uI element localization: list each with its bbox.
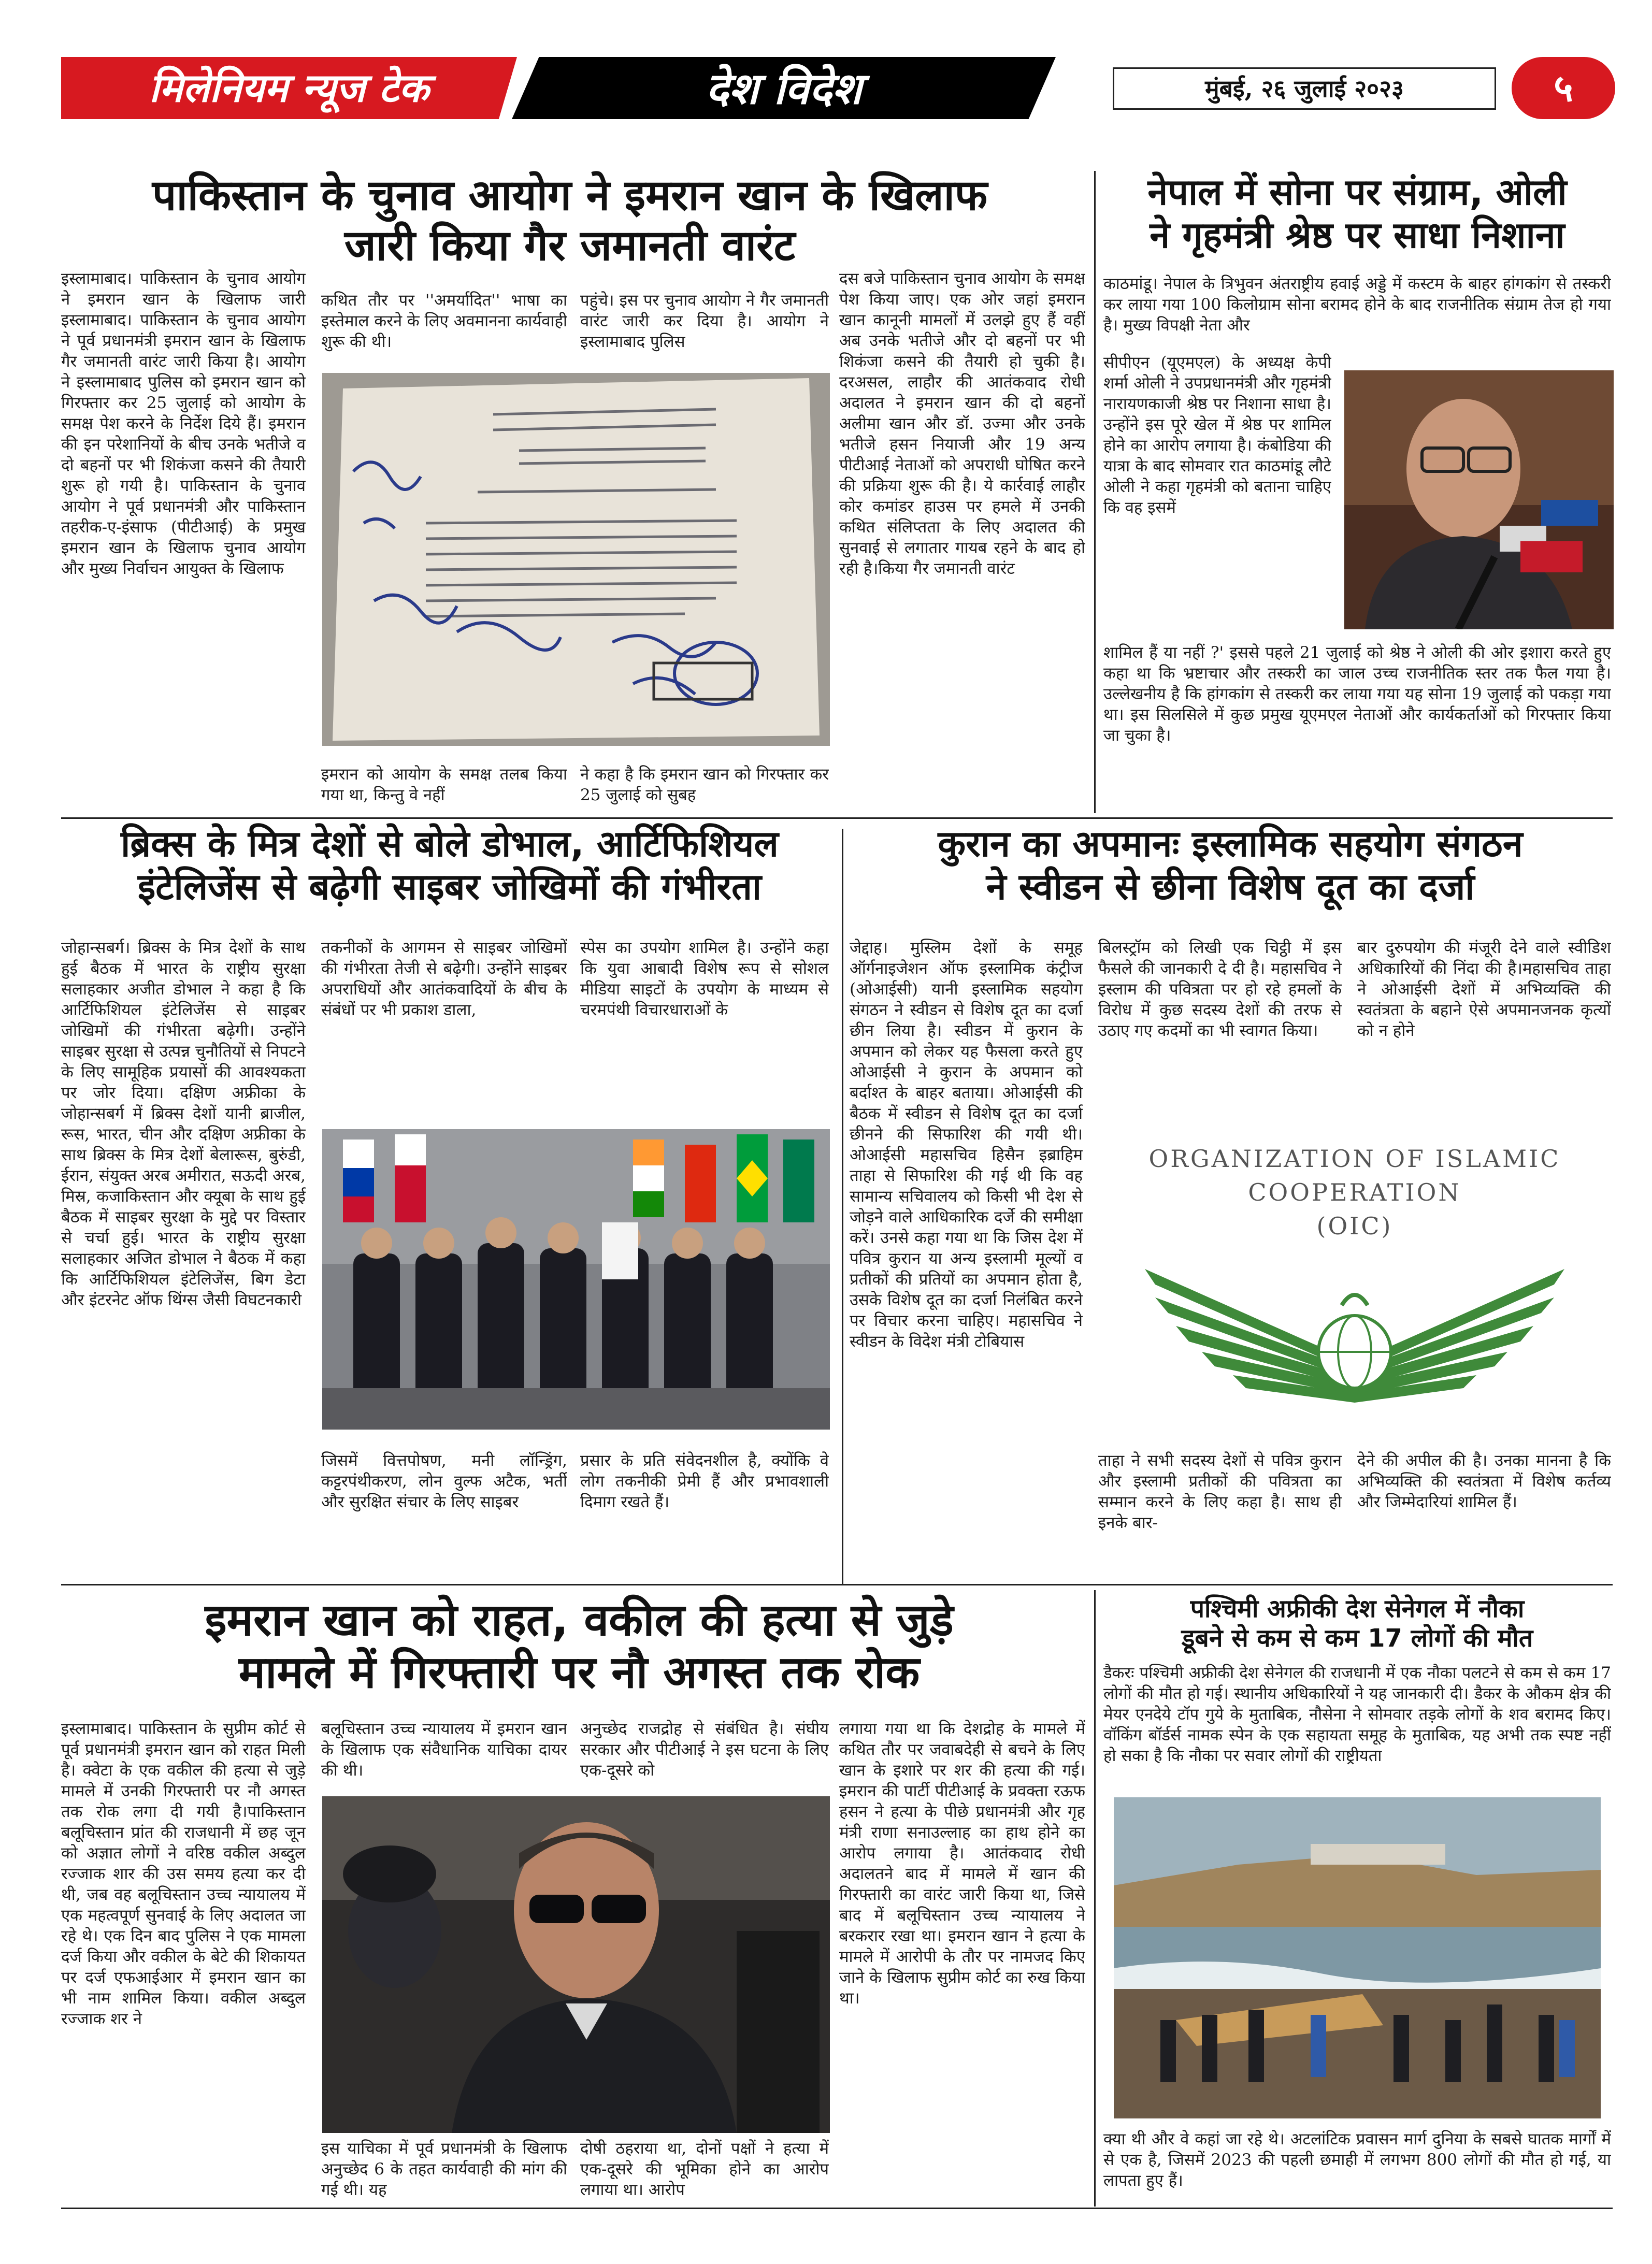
brics-col1: जोहान्सबर्ग। ब्रिक्स के मित्र देशों के साथ हुई बैठक में भारत के राष्ट्रीय सुरक्षा सलाहकार अजीत डोभाल ने कहा है कि आर्टिफिशियल इंटेलिजेंस से साइबर जोखिमों की गंभीरता बढ़ेगी। उन्होंने साइबर सुरक्षा से उत्पन्न चुनौतियों से निपटने के लिए सामूहिक प्रयासों की आवश्यकता पर जोर दिया। दक्षिण अफ्रीका के जोहान्सबर्ग में ब्रिक्स देशों यानी ब्राजील, रूस, भारत, चीन और दक्षिण अफ्रीका के साथ ब्रिक्स के मित्र देशों बेलारूस, बुरुंडी, ईरान, संयुक्त अरब अमीरात, सऊदी अरब, मिस्र, कजाकिस्तान और क्यूबा के साथ हुई बैठक में साइबर सुरक्षा के मुद्दे पर विस्तार से चर्चा हुई। भारत के राष्ट्रीय सुरक्षा सलाहकार अजित डोभाल ने बैठक में कहा कि आर्टिफिशियल इंटेलिजेंस, बिग डेटा और इंटरनेट ऑफ थिंग्स जैसी विघटनकारी — [61, 939, 306, 1309]
headline-line-1: नेपाल में सोना पर संग्राम, ओली — [1147, 171, 1567, 213]
quran-oic-col1: जेद्दाह। मुस्लिम देशों के समूह ऑर्गनाइजेशन ऑफ इस्लामिक कंट्रीज (ओआईसी) यानी इस्लामिक सहयोग संगठन ने स्वीडन से विशेष दूत का दर्जा छीन लिया है। स्वीडन में कुरान के अपमान को लेकर यह फैसला करते हुए ओआईसी ने कुरान के अपमान को बर्दाश्त के बाहर बताया। ओआईसी की बैठक में स्वीडन से विशेष दूत का दर्जा छीनने की सिफारिश की गयी थी। ओआईसी महासचिव हिसैन इब्राहिम ताहा से सिफारिश की गई थी कि वह सामान्य सचिवालय को किसी भी देश से जोड़ने वाले आधिकारिक दर्जे की समीक्षा करें। उनसे कहा गया था कि जिस देश में पवित्र कुरान या अन्य इस्लामी मूल्यों व प्रतीकों की प्रतियों का अपमान होता है, उसके विशेष दूत का दर्जा निलंबित करने पर विचार करना चाहिए। महासचिव ने स्वीडन के विदेश मंत्री टोबियास — [850, 939, 1083, 1351]
senegal-photo-svg — [1114, 1797, 1601, 2118]
headline-line-2: जारी किया गैर जमानती वारंट — [344, 221, 796, 270]
quran-oic-headline — [850, 823, 1611, 926]
imran-relief-col2-bottom: इस याचिका में पूर्व प्रधानमंत्री के खिलाफ अनुच्छेद 6 के तहत कार्यवाही की मांग की गई थी। यह — [321, 2139, 567, 2199]
section-divider — [61, 1584, 1613, 1585]
imran-warrant-col2-bottom: इमरान को आयोग के समक्ष तलब किया गया था, किन्तु वे नहीं — [321, 765, 567, 804]
headline-line-2: डूबने से कम से कम 17 लोगों की मौत — [1181, 1623, 1533, 1653]
headline-line-1: पश्चिमी अफ्रीकी देश सेनेगल में नौका — [1190, 1594, 1525, 1623]
imran-relief-col3-top: अनुच्छेद राजद्रोह से संबंधित है। संघीय सरकार और पीटीआई ने इस घटना के लिए एक-दूसरे को — [580, 1720, 829, 1780]
imran-khan-photo — [322, 1796, 830, 2133]
column-divider — [1094, 171, 1096, 813]
warrant-document-svg — [322, 373, 830, 746]
quran-oic-col2-bottom: ताहा ने सभी सदस्य देशों से पवित्र कुरान और इस्लामी प्रतीकों की पवित्रता का सम्मान करने के लिए कहा है। साथ ही इनके बार- — [1098, 1451, 1342, 1532]
imran-relief-headline — [61, 1594, 1097, 1708]
senegal-boat-after-photo: क्या थी और वे कहां जा रहे थे। अटलांटिक प्रवासन मार्ग दुनिया के सबसे घातक मार्गों में से एक है, जिसमें 2023 की पहली छमाही में लगभग 800 लोगों की मौत हो गई, या लापता हुए हैं। — [1103, 2130, 1611, 2190]
oic-logo-line-1: ORGANIZATION OF ISLAMIC — [1148, 1145, 1561, 1173]
headline-line-1: कुरान का अपमानः इस्लामिक सहयोग संगठन — [938, 823, 1523, 865]
column-divider — [842, 829, 843, 1585]
imran-warrant-col3-bottom: ने कहा है कि इमरान खान को गिरफ्तार कर 25 जुलाई को सुबह — [580, 765, 829, 804]
masthead — [61, 57, 1615, 124]
headline-line-2: मामले में गिरफ्तारी पर नौ अगस्त तक रोक — [238, 1647, 920, 1699]
headline-line-2: इंटेलिजेंस से बढ़ेगी साइबर जोखिमों की गंभीरता — [137, 865, 762, 908]
brics-headline — [61, 823, 838, 926]
dateline: मुंबई, २६ जुलाई २०२३ — [1205, 75, 1404, 103]
nepal-gold-intro: काठमांडू। नेपाल के त्रिभुवन अंतराष्ट्रीय हवाई अड्डे में कस्टम के बाहर हांगकांग से तस्करी कर लाया गया 100 किलोग्राम सोना बरामद होने के बाद राजनीतिक संग्राम तेज हो गया है। मुख्य विपक्षी नेता और — [1103, 275, 1611, 335]
oli-photo-svg — [1344, 370, 1614, 629]
section-title: देश विदेश — [706, 63, 862, 114]
headline-line-1: इमरान खान को राहत, वकील की हत्या से जुड़े — [205, 1594, 954, 1646]
quran-oic-col3-top: बार दुरुपयोग की मंजूरी देने वाले स्वीडिश अधिकारियों की निंदा की है।महासचिव ताहा ने ओआईसी देशों में अभिव्यक्ति की स्वतंत्रता के बहाने ऐसे अपमानजनक कृत्यों को न होने — [1357, 939, 1611, 1040]
oic-emblem-icon — [1098, 1248, 1611, 1435]
brand-name: मिलेनियम न्यूज टेक — [149, 65, 429, 111]
page-bottom-rule — [61, 2208, 1613, 2209]
nepal-gold-below-photo: शामिल हैं या नहीं ?' इससे पहले 21 जुलाई को श्रेष्ठ ने ओली की ओर इशारा करते हुए कहा था कि भ्रष्टाचार और तस्करी का जाल उच्च राजनीतिक स्तर तक फैल गया है। उल्लेखनीय है कि हांगकांग से तस्करी कर लाया गया यह सोना 19 जुलाई को पकड़ा गया था। इस सिलसिले में कुछ प्रमुख यूएमएल नेताओं और कार्यकर्ताओं को गिरफ्तार किया जा चुका है। — [1103, 643, 1611, 745]
headline-line-1: पाकिस्तान के चुनाव आयोग ने इमरान खान के खिलाफ — [152, 171, 988, 220]
brics-photo-svg — [322, 1129, 830, 1430]
headline-line-1: ब्रिक्स के मित्र देशों से बोले डोभाल, आर्टिफिशियल — [121, 823, 779, 865]
imran-photo-svg — [322, 1796, 830, 2133]
oli-photo — [1344, 370, 1614, 629]
senegal-boat-intro: डैकरः पश्चिमी अफ्रीकी देश सेनेगल की राजधानी में एक नौका पलटने से कम से कम 17 लोगों की मौत हो गई। स्थानीय अधिकारियों ने यह जानकारी दी। डैकर के औकम क्षेत्र की मेयर एनदेये टॉप गुये के मुताबिक, नौसेना ने सोमवार तड़के लोगों के शव बरामद किए। वॉकिंग बॉर्डर्स नामक स्पेन के एक सहायता समूह के मुताबिक, यह अभी तक स्पष्ट नहीं हो सका है कि नौका पर सवार लोगों की राष्ट्रीयता — [1103, 1664, 1611, 1765]
imran-relief-col4: लगाया गया था कि देशद्रोह के मामले में कथित तौर पर जवाबदेही से बचने के लिए खान के इशारे पर शर की हत्या की गई। इमरान की पार्टी पीटीआई के प्रवक्ता रऊफ हसन ने हत्या के पीछे प्रधानमंत्री और गृह मंत्री राणा सनाउल्लाह का हाथ होने का आरोप लगाया है। आतंकवाद रोधी अदालतने बाद में मामले में खान की गिरफ्तारी का वारंट जारी किया था, जिसे बाद में बलूचिस्तान उच्च न्यायालय ने बरकरार रखा था। इमरान खान ने हत्या के मामले में आरोपी के तौर पर नामजद किए जाने के खिलाफ सुप्रीम कोर्ट का रुख किया था। — [839, 1720, 1085, 2008]
imran-relief-col1: इस्लामाबाद। पाकिस्तान के सुप्रीम कोर्ट से पूर्व प्रधानमंत्री इमरान खान को राहत मिली है। क्वेटा के एक वकील की हत्या से जुड़े मामले में उनकी गिरफ्तारी पर नौ अगस्त तक रोक लगा दी गयी है।पाकिस्तान बलूचिस्तान प्रांत की राजधानी में छह जून को अज्ञात लोगों ने वरिष्ठ वकील अब्दुल रज्जाक शार की उस समय हत्या कर दी थी, जब वह बलूचिस्तान उच्च न्यायालय में एक महत्वपूर्ण सुनवाई के लिए अदालत जा रहे थे। एक दिन बाद पुलिस ने एक मामला दर्ज किया और वकील के बेटे की शिकायत पर दर्ज एफआईआर में इमरान खान का भी नाम शामिल किया। वकील अब्दुल रज्जाक शर ने — [61, 1720, 306, 2028]
page-number: ५ — [1554, 66, 1573, 110]
brics-col3-bottom: प्रसार के प्रति संवेदनशील है, क्योंकि वे लोग तकनीकी प्रेमी हैं और प्रभावशाली दिमाग रखते हैं। — [580, 1451, 829, 1511]
imran-warrant-col3-top: पहुंचे। इस पर चुनाव आयोग ने गैर जमानती वारंट जारी कर दिया है। आयोग ने इस्लामाबाद पुलिस — [580, 291, 829, 351]
senegal-boat-headline — [1103, 1594, 1611, 1656]
imran-relief-col3-bottom: दोषी ठहराया था, दोनों पक्षों ने हत्या में एक-दूसरे की भूमिका होने का आरोप लगाया था। आरोप — [580, 2139, 829, 2199]
imran-warrant-headline — [62, 171, 1078, 280]
headline-line-2: ने स्वीडन से छीना विशेष दूत का दर्जा — [986, 865, 1475, 908]
imran-relief-col2-top: बलूचिस्तान उच्च न्यायालय में इमरान खान के खिलाफ एक संवैधानिक याचिका दायर की थी। — [321, 1720, 567, 1780]
imran-warrant-col1: इस्लामाबाद। पाकिस्तान के चुनाव आयोग ने इमरान खान के खिलाफ जारी इस्लामाबाद। पाकिस्तान के चुनाव आयोग ने पूर्व प्रधानमंत्री इमरान खान के खिलाफ गैर जमानती वारंट जारी किया है। आयोग ने इस्लामाबाद पुलिस को इमरान खान को गिरफ्तार कर 25 जुलाई को आयोग के समक्ष पेश करने के निर्देश दिये हैं। इमरान की इन परेशानियों के बीच उनके भतीजे व दो बहनों पर भी शिकंजा कसने की तैयारी शुरू हो गयी है। पाकिस्तान के चुनाव आयोग ने पूर्व प्रधानमंत्री और पाकिस्तान तहरीक-ए-इंसाफ (पीटीआई) के प्रमुख इमरान खान के खिलाफ चुनाव आयोग और मुख्य निर्वाचन आयुक्त के खिलाफ — [61, 269, 306, 578]
nepal-gold-headline — [1103, 171, 1611, 269]
oic-logo-line-3: (OIC) — [1316, 1212, 1393, 1240]
oic-logo — [1098, 1124, 1611, 1435]
headline-line-2: ने गृहमंत्री श्रेष्ठ पर साधा निशाना — [1150, 213, 1565, 256]
brics-col3-top: स्पेस का उपयोग शामिल है। उन्होंने कहा कि युवा आबादी विशेष रूप से सोशल मीडिया साइटों के उपयोग के माध्यम से चरमपंथी विचारधाराओं के — [580, 939, 829, 1019]
brics-col2-top: तकनीकों के आगमन से साइबर जोखिमों की गंभीरता तेजी से बढ़ेगी। उन्होंने साइबर अपराधियों और आतंकवादियों के बीच के संबंधों पर भी प्रकाश डाला, — [321, 939, 567, 1019]
section-divider — [61, 817, 1613, 819]
brics-group-photo — [322, 1129, 830, 1430]
column-divider — [1094, 1590, 1096, 2207]
quran-oic-col2-top: बिलस्ट्रॉम को लिखी एक चिट्ठी में इस फैसले की जानकारी दे दी है। महासचिव ने इस्लाम की पवित्रता पर हो रहे हमलों के विरोध में कुछ सदस्य देशों की तरफ से उठाए गए कदमों का भी स्वागत किया। — [1098, 939, 1342, 1040]
nepal-gold-beside-photo: सीपीएन (यूएमएल) के अध्यक्ष केपी शर्मा ओली ने उपप्रधानमंत्री और गृहमंत्री नारायणकाजी श्रेष्ठ पर निशाना साधा है। उन्होंने इस पूरे खेल में श्रेष्ठ पर शामिल होने का आरोप लगाया है। कंबोडिया की यात्रा के बाद सोमवार रात काठमांडू लौटे ओली ने कहा गृहमंत्री को बताना चाहिए कि वह इसमें — [1103, 353, 1331, 517]
brics-col2-bottom: जिसमें वित्तपोषण, मनी लॉन्ड्रिंग, कट्टरपंथीकरण, लोन वुल्फ अटैक, भर्ती और सुरक्षित संचार के लिए साइबर — [321, 1451, 567, 1511]
imran-warrant-col2-top: कथित तौर पर ''अमर्यादित'' भाषा का इस्तेमाल करने के लिए अवमानना कार्यवाही शुरू की थी। — [321, 291, 567, 351]
quran-oic-col3-bottom: देने की अपील की है। उनका मानना है कि अभिव्यक्ति की स्वतंत्रता में विशेष कर्तव्य और जिम्मेदारियां शामिल हैं। — [1357, 1451, 1611, 1511]
imran-warrant-col4: दस बजे पाकिस्तान चुनाव आयोग के समक्ष पेश किया जाए। एक ओर जहां इमरान खान कानूनी मामलों में उलझे हुए हैं वहीं अब उनके भतीजे और दो बहनों पर भी शिकंजा कसने की तैयारी हो चुकी है। दरअसल, लाहौर की आतंकवाद रोधी अदालत ने इमरान खान की दो बहनों अलीमा खान और डॉ. उज्मा और उनके भतीजे हसन नियाजी और 19 अन्य पीटीआई नेताओं को अपराधी घोषित करने की प्रक्रिया शुरू की है। ये कार्रवाई लाहौर कोर कमांडर हाउस पर हमले में उनकी कथित संलिप्तता के लिए अदालत की सुनवाई से लगातार गायब रहने के बाद हो रही है।किया गैर जमानती वारंट — [839, 269, 1085, 578]
oic-logo-line-2: COOPERATION — [1248, 1178, 1461, 1206]
warrant-document-photo — [322, 373, 830, 746]
senegal-beach-photo — [1114, 1797, 1601, 2118]
